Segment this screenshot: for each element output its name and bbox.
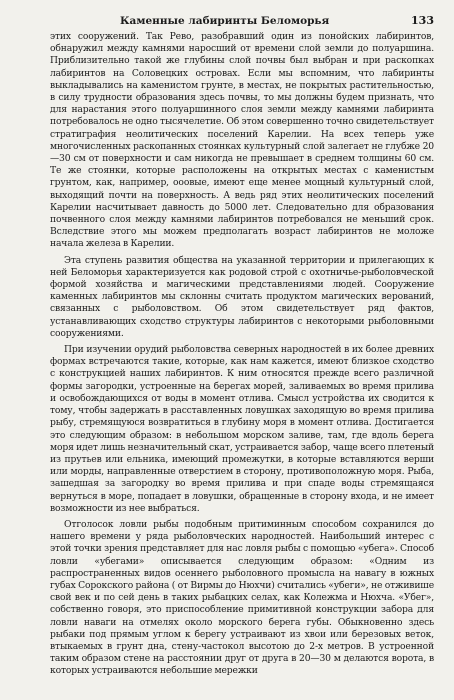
paragraph-3: При изучении орудий рыболовства северных народностей в их более древних формах встречаются такие, которые, как нам кажется, имеют близкое сходство с конструкцией наших лабиринтов. К ним относятся прежде всего различной формы загородки, устроенные на берегах морей, заливаемых во время прилива и освобождающихся от воды в момент отлива. Смысл устройства их сводится к тому, чтобы задержать в расставленных ловушках заходящую во время прилива рыбу, стремящуюся возвратиться в глубину моря в момент отлива. Достигается это следующим образом: в небольшом морском заливе, там, где вдоль берега моря идет лишь незначительный скат, устраивается забор, чаще всего плетеный из прутьев или ельника, имеющий промежутки, в которые вставляются верши или морды, направленные отверстием в сторону, противоположную моря. Рыба, зашедшая за загородку во время прилива и при спаде воды стремящаяся вернуться в море, попадает в ловушки, обращенные в сторону входа, и не имеет возможности из нее выбраться. [50, 344, 434, 514]
running-title: Каменные лабиринты Беломорья [120, 15, 330, 27]
running-head [50, 14, 434, 27]
paragraph-1: этих сооружений. Так Рево, разобравший один из понойских лабиринтов, обнаружил между камнями наросший от времени слой земли до полуаршина. Приблизительно такой же глубины слой почвы был выбран и при раскопках лабиринтов на Соловецких островах. Если мы вспомним, что лабиринты выкладывались на каменистом грунте, в местах, не покрытых растительностью, в силу трудности образования здесь почвы, то мы должны будем признать, что для нарастания этого полуаршинного слоя земли между камнями лабиринта потребовалось не одно тысячелетие. Об этом совершенно точно свидетельствует стратиграфия неолитических поселений Карелии. На всех теперь уже многочисленных раскопанных стоянках культурный слой залегает не глубже 20—30 см от поверхности и сам никогда не превышает в среднем толщины 60 см. Те же стоянки, которые расположены на открытых местах с каменистым грунтом, как, например, ооовые, имеют еще менее мощный культурный слой, выходящий почти на поверхность. А ведь ряд этих неолитических поселений Карелии насчитывает давность до 5000 лет. Следовательно для образования почвенного слоя между камнями лабиринтов потребовался не меньший срок. Вследствие этого мы можем предполагать возраст лабиринтов не моложе начала железа в Карелии. [50, 31, 434, 250]
paragraph-2: Эта ступень развития общества на указанной территории и прилегающих к ней Беломорья характеризуется как родовой строй с охотничье-рыболовческой формой хозяйства и магическими представлениями людей. Сооружение каменных лабиринтов мы склонны считать продуктом магических верований, связанных с рыболовством. Об этом свидетельствует ряд фактов, устанавливающих сходство структуры лабиринтов с некоторыми рыболовными сооружениями. [50, 254, 434, 339]
paragraph-4: Отголосок ловли рыбы подобным притиминным способом сохранился до нашего времени у ряда рыболовческих народностей. Наибольший интерес с этой точки зрения представляет для нас ловля рыбы с помощью «убега». Способ ловли «убегами» описывается следующим образом: «Одним из распространенных видов осеннего рыболовного промысла на навагу в южных губах Сорокского района ( от Вирмы до Нюхчи) считались «убеги», не отживише свой век и по сей день в таких рыбацких селах, как Колежма и Нюхча. «Убег», собственно говоря, это приспособление примитивной конструкции забора для ловли наваги на отмелях около морского берега губы. Обыкновенно здесь рыбаки под прямым углом к берегу устраивают из хвои или березовых веток, втыкаемых в грунт дна, стену-частокол высотою до 2-х метров. В устроенной таким образом стене на расстоянии друг от друга в 20—30 м делаются ворота, в которых устраиваются небольшие мережки [50, 518, 434, 677]
body-text [50, 31, 434, 678]
page-number: 133 [411, 14, 434, 27]
